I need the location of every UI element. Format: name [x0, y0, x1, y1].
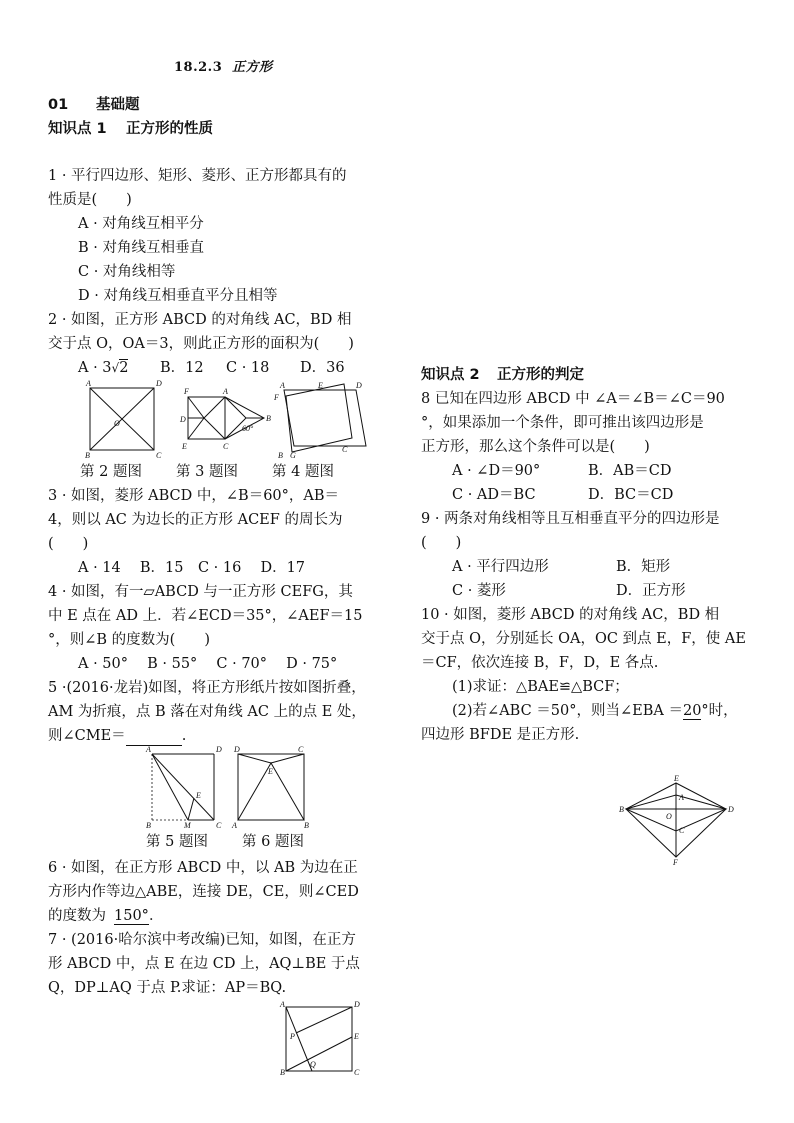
q1-line2: 性质是( ) [48, 192, 132, 208]
q1-line1: 1 · 平行四边形、矩形、菱形、正方形都具有的 [48, 168, 347, 184]
kp1-label: 知识点 1 [48, 121, 107, 137]
q7-line1: 7 · (2016·哈尔滨中考改编)已知，如图，在正方 [48, 932, 356, 948]
q10-answer: 20 [682, 703, 702, 719]
q5-answer-blank [126, 729, 182, 746]
kp2-label: 知识点 2 [421, 367, 480, 383]
q7-line3: Q，DP⊥AQ 于点 P.求证：AP＝BQ. [48, 980, 287, 996]
figure-q6 [232, 746, 312, 828]
fig7-label-p: P [290, 1032, 295, 1041]
fig7-label-c: C [354, 1068, 360, 1077]
q1-option-d: D · 对角线互相垂直平分且相等 [78, 288, 278, 304]
q8-option-c: C · AD＝BC [452, 487, 536, 503]
q3-line1: 3 · 如图，菱形 ABCD 中，∠B＝60°，AB＝ [48, 488, 340, 504]
kp2-name: 正方形的判定 [497, 367, 584, 383]
q2-option-c: C · 18 [226, 360, 270, 376]
fig3-label-d: D [180, 415, 186, 424]
fig10-label-d: D [728, 805, 734, 814]
figure-q2 [84, 380, 164, 458]
q3-options: A · 14 B．15 C · 16 D．17 [78, 560, 306, 576]
figure-q5 [146, 746, 222, 828]
part-number: 01 [48, 97, 69, 113]
q10-part2-cont: 四边形 BFDE 是正方形. [421, 727, 580, 743]
q8-option-d: D．BC＝CD [588, 487, 674, 503]
fig10-label-b: B [619, 805, 624, 814]
figure-q10 [618, 773, 736, 865]
fig7-label-a: A [280, 1000, 285, 1009]
fig4-label-e: E [318, 381, 323, 390]
q4-options: A · 50° B · 55° C · 70° D · 75° [78, 656, 338, 672]
q2-line1: 2 · 如图，正方形 ABCD 的对角线 AC，BD 相 [48, 312, 352, 328]
q8-option-a: A · ∠D＝90° [452, 463, 541, 479]
q2-option-d: D．36 [300, 360, 345, 376]
q5-line2: AM 为折痕，点 B 落在对角线 AC 上的点 E 处， [48, 704, 366, 720]
fig10-label-a: A [679, 793, 684, 802]
fig2-label-c: C [156, 451, 162, 460]
q9-option-b: B．矩形 [616, 559, 671, 575]
q6-line3: 的度数为 150°． [48, 908, 164, 924]
kp1-name: 正方形的性质 [126, 121, 213, 137]
q5-line1: 5 ·(2016·龙岩)如图，将正方形纸片按如图折叠， [48, 680, 366, 696]
caption-fig4: 第 4 题图 [272, 464, 334, 480]
figure-q4 [272, 380, 372, 460]
fig7-label-q: Q [310, 1060, 316, 1069]
q9-line1: 9 · 两条对角线相等且互相垂直平分的四边形是 [421, 511, 720, 527]
q6-answer: 150° [114, 908, 149, 924]
q4-line2: 中 E 点在 AD 上．若∠ECD＝35°，∠AEF＝15 [48, 608, 363, 624]
q10-line1: 10 · 如图，菱形 ABCD 的对角线 AC，BD 相 [421, 607, 720, 623]
fig4-label-b: B [278, 451, 283, 460]
fig6-label-e: E [268, 767, 273, 776]
q4-line3: °，则∠B 的度数为( ) [48, 632, 210, 648]
fig6-label-a: A [232, 821, 237, 830]
fig7-label-e: E [354, 1032, 359, 1041]
fig2-label-o: O [114, 419, 120, 428]
fig7-label-d: D [354, 1000, 360, 1009]
q5-line3: 则∠CME＝ . [48, 728, 187, 744]
fig5-label-b: B [146, 821, 151, 830]
caption-fig6: 第 6 题图 [242, 834, 304, 850]
fig10-label-f: F [673, 858, 678, 867]
caption-fig5: 第 5 题图 [146, 834, 208, 850]
q2-line2: 交于点 O，OA＝3，则此正方形的面积为( ) [48, 336, 354, 352]
fig10-label-o: O [666, 812, 672, 821]
q9-line2: ( ) [421, 535, 462, 551]
caption-fig2: 第 2 题图 [80, 464, 142, 480]
q1-option-c: C · 对角线相等 [78, 264, 176, 280]
q2-option-a: A · 3√2 [78, 360, 129, 376]
fig3-label-a: A [223, 387, 228, 396]
fig4-label-c: C [342, 445, 348, 454]
fig5-label-a: A [146, 745, 151, 754]
fig10-label-e: E [674, 774, 679, 783]
q8-line3: 正方形，那么这个条件可以是( ) [421, 439, 650, 455]
q6-line1: 6 · 如图，在正方形 ABCD 中，以 AB 为边在正 [48, 860, 358, 876]
q10-part2: (2)若∠ABC ＝50°，则当∠EBA ＝20°时， [452, 703, 738, 719]
q9-option-d: D．正方形 [616, 583, 686, 599]
caption-fig3: 第 3 题图 [176, 464, 238, 480]
q10-line2: 交于点 O，分别延长 OA，OC 到点 E，F，使 AE [421, 631, 746, 647]
part-name: 基础题 [96, 97, 140, 113]
fig3-label-e: E [182, 442, 187, 451]
q8-line2: °，如果添加一个条件，即可推出该四边形是 [421, 415, 704, 431]
q10-line3: ＝CF，依次连接 B，F，D，E 各点. [421, 655, 659, 671]
fig3-label-c: C [223, 442, 229, 451]
q1-option-a: A · 对角线互相平分 [78, 216, 204, 232]
section-title: 正方形 [232, 60, 273, 75]
fig5-label-e: E [196, 791, 201, 800]
q7-line2: 形 ABCD 中，点 E 在边 CD 上，AQ⊥BE 于点 [48, 956, 360, 972]
fig2-label-a: A [86, 379, 91, 388]
fig3-label-b: B [266, 414, 271, 423]
q2-option-b: B．12 [160, 360, 204, 376]
q6-line2: 方形内作等边△ABE，连接 DE，CE，则∠CED [48, 884, 359, 900]
q8-line1: 8 已知在四边形 ABCD 中 ∠A＝∠B＝∠C＝90 [421, 391, 725, 407]
fig10-label-c: C [679, 826, 685, 835]
figure-q7 [280, 1000, 360, 1077]
figure-q3 [180, 385, 270, 457]
fig5-label-d: D [216, 745, 222, 754]
fig7-label-b: B [280, 1068, 285, 1077]
q4-line1: 4 · 如图，有一▱ABCD 与一正方形 CEFG，其 [48, 584, 353, 600]
fig6-label-b: B [304, 821, 309, 830]
q3-line2: 4，则以 AC 为边长的正方形 ACEF 的周长为 [48, 512, 343, 528]
q10-part1: (1)求证：△BAE≌△BCF； [452, 679, 629, 695]
fig4-label-a: A [280, 381, 285, 390]
fig4-label-g: G [290, 451, 296, 460]
fig6-label-c: C [298, 745, 304, 754]
q1-option-b: B · 对角线互相垂直 [78, 240, 204, 256]
fig2-label-d: D [156, 379, 162, 388]
q8-option-b: B．AB＝CD [588, 463, 672, 479]
fig6-label-d: D [234, 745, 240, 754]
q3-line3: ( ) [48, 536, 89, 552]
fig2-label-b: B [85, 451, 90, 460]
fig4-label-f: F [274, 393, 279, 402]
q9-option-c: C · 菱形 [452, 583, 506, 599]
q9-option-a: A · 平行四边形 [452, 559, 549, 575]
fig3-label-f: F [184, 387, 189, 396]
fig3-angle-60: 60° [242, 424, 254, 433]
section-number: 18.2.3 [174, 60, 223, 75]
fig5-label-m: M [184, 821, 191, 830]
fig4-label-d: D [356, 381, 362, 390]
fig5-label-c: C [216, 821, 222, 830]
